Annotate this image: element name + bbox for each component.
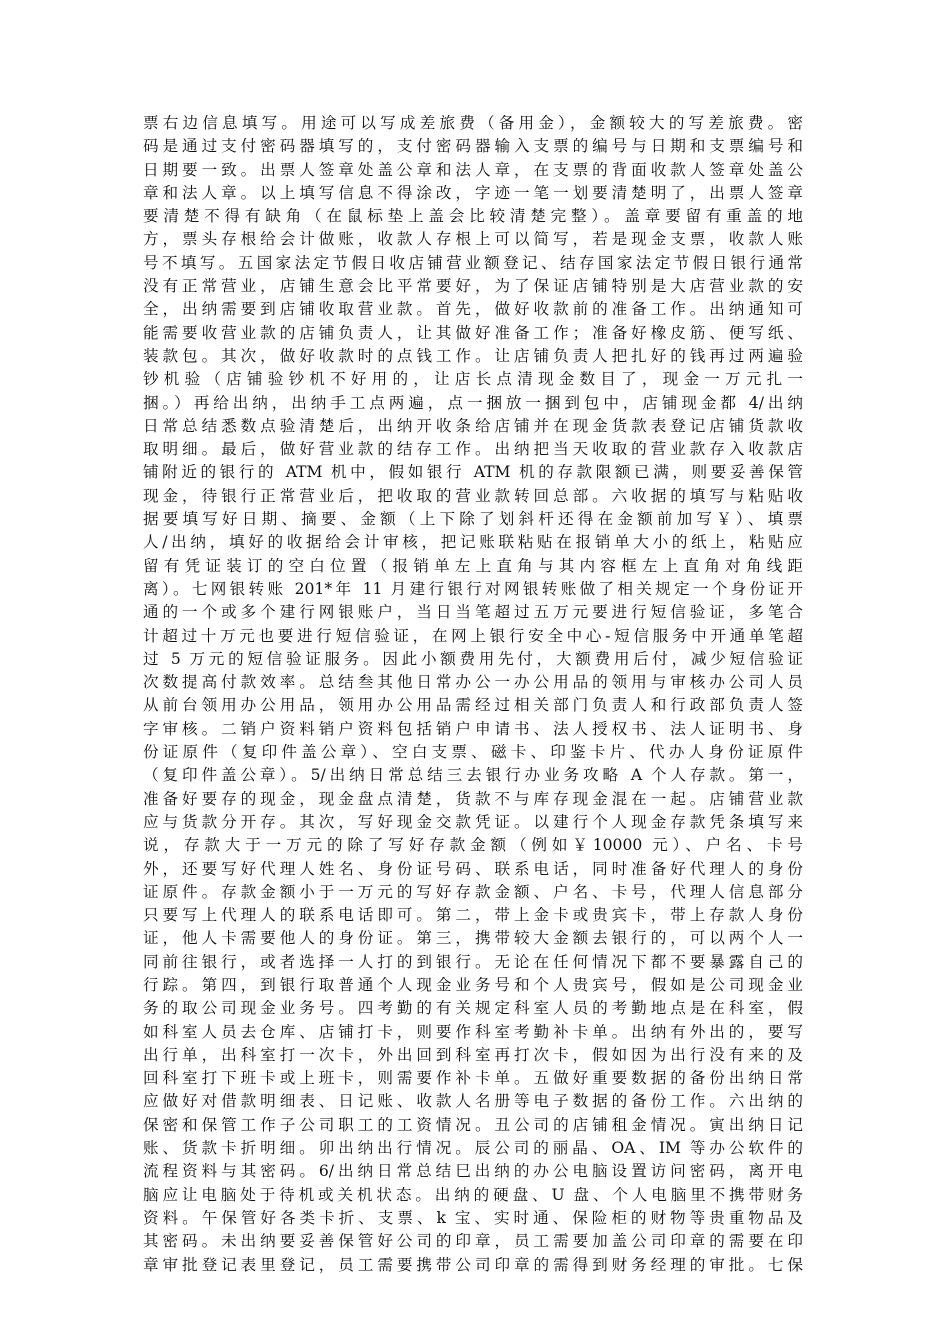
text-line: 只要写上代理人的联系电话即可。第二，带上金卡或贵宾卡，带上存款人身份 <box>143 906 803 925</box>
text-line: 份证原件（复印件盖公章）、空白支票、磁卡、印鉴卡片、代办人身份证原件 <box>143 743 803 762</box>
text-line: 字审核。二销户资料销户资料包括销户申请书、法人授权书、法人证明书、身 <box>143 719 803 738</box>
text-line: 章审批登记表里登记，员工需要携带公司印章的需得到财务经理的审批。七保 <box>143 1255 803 1274</box>
text-line: 能需要收营业款的店铺负责人，让其做好准备工作；准备好橡皮筋、便写纸、 <box>143 323 803 342</box>
text-line: 据要填写好日期、摘要、金额（上下除了划斜杆还得在金额前加写￥）、填票 <box>143 510 803 529</box>
text-line: 日常总结悉数点验清楚后，出纳开收条给店铺并在现金货款表登记店铺货款收 <box>143 416 803 435</box>
text-line: 票右边信息填写。用途可以写成差旅费（备用金），金额较大的写差旅费。密 <box>143 114 803 132</box>
text-line: 现金，待银行正常营业后，把收取的营业款转回总部。六收据的填写与粘贴收 <box>143 486 803 505</box>
text-line: 次数提高付款效率。总结叁其他日常办公一办公用品的领用与审核办公司人员 <box>143 673 803 692</box>
text-line: 应与货款分开存。其次，写好现金交款凭证。以建行个人现金存款凭条填写来 <box>143 812 803 831</box>
text-line: 证，他人卡需要他人的身份证。第三，携带较大金额去银行的，可以两个人一 <box>143 929 803 948</box>
text-line: 其密码。未出纳要妥善保管好公司的印章，员工需要加盖公司印章的需要在印 <box>143 1232 803 1251</box>
text-line: 铺附近的银行的 ATM 机中，假如银行 ATM 机的存款限额已满，则要妥善保管 <box>143 463 803 482</box>
text-line: 钞机验（店铺验钞机不好用的，让店长点清现金数目了，现金一万元扎一 <box>143 370 803 389</box>
text-line: 留有凭证装订的空白位置（报销单左上直角与其内容框左上直角对角线距 <box>143 556 803 575</box>
text-line: 没有正常营业，店铺生意会比平常要好，为了保证店铺特别是大店营业款的安 <box>143 277 803 296</box>
text-line: （复印件盖公章）。5/出纳日常总结三去银行办业务攻略 A 个人存款。第一， <box>143 766 803 785</box>
text-line: 流程资料与其密码。6/出纳日常总结巳出纳的办公电脑设置访问密码，离开电 <box>143 1162 803 1181</box>
text-line: 务的取公司现金业务号。四考勤的有关规定科室人员的考勤地点是在科室，假 <box>143 999 803 1018</box>
text-line: 方，票头存根给会计做账，收款人存根上可以简写，若是现金支票，收款人账 <box>143 230 803 249</box>
text-line: 回科室打下班卡或上班卡，则需要作补卡单。五做好重要数据的备份出纳日常 <box>143 1069 803 1088</box>
text-line: 准备好要存的现金，现金盘点清楚，货款不与库存现金混在一起。店铺营业款 <box>143 789 803 808</box>
text-line: 日期要一致。出票人签章处盖公章和法人章，在支票的背面收款人签章处盖公 <box>143 160 803 179</box>
text-line: 取明细。最后，做好营业款的结存工作。出纳把当天收取的营业款存入收款店 <box>143 440 803 459</box>
text-line: 行踪。第四，到银行取普通个人现金业务号和个人贵宾号，假如是公司现金业 <box>143 975 803 994</box>
text-line: 应做好对借款明细表、日记账、收款人名册等电子数据的备份工作。六出纳的 <box>143 1092 803 1111</box>
text-line: 人/出纳，填好的收据给会计审核，把记账联粘贴在报销单大小的纸上，粘贴应 <box>143 533 803 552</box>
text-line: 说，存款大于一万元的除了写好存款金额（例如￥10000 元）、户名、卡号 <box>143 836 803 855</box>
text-line: 通的一个或多个建行网银账户，当日当笔超过五万元要进行短信验证，多笔合 <box>143 603 803 622</box>
text-line: 过 5 万元的短信验证服务。因此小额费用先付，大额费用后付，减少短信验证 <box>143 649 803 668</box>
text-line: 计超过十万元也要进行短信验证，在网上银行安全中心-短信服务中开通单笔超 <box>143 626 803 645</box>
text-line: 装款包。其次，做好收款时的点钱工作。让店铺负责人把扎好的钱再过两遍验 <box>143 346 803 365</box>
text-line: 号不填写。五国家法定节假日收店铺营业额登记、结存国家法定节假日银行通常 <box>143 253 803 272</box>
text-line: 同前往银行，或者选择一人打的到银行。无论在任何情况下都不要暴露自己的 <box>143 952 803 971</box>
text-line: 要清楚不得有缺角（在鼠标垫上盖会比较清楚完整）。盖章要留有重盖的地 <box>143 207 803 226</box>
text-line: 捆。）再给出纳，出纳手工点两遍，点一捆放一捆到包中，店铺现金都 4/出纳 <box>143 393 803 412</box>
text-line: 资料。午保管好各类卡折、支票、k 宝、实时通、保险柜的财物等贵重物品及 <box>143 1208 803 1227</box>
text-line: 离）。七网银转账 201*年 11 月建行银行对网银转账做了相关规定一个身份证开 <box>143 579 803 598</box>
text-line: 脑应让电脑处于待机或关机状态。出纳的硬盘、U 盘、个人电脑里不携带财务 <box>143 1185 803 1204</box>
text-line: 章和法人章。以上填写信息不得涂改，字迹一笔一划要清楚明了，出票人签章 <box>143 183 803 202</box>
text-line: 码是通过支付密码器填写的，支付密码器输入支票的编号与日期和支票编号和 <box>143 137 803 156</box>
text-line: 证原件。存款金额小于一万元的写好存款金额、户名、卡号，代理人信息部分 <box>143 882 803 901</box>
text-line: 外，还要写好代理人姓名、身份证号码、联系电话，同时准备好代理人的身份 <box>143 859 803 878</box>
body-text <box>143 112 803 1277</box>
text-line: 账、货款卡折明细。卯出纳出行情况。辰公司的丽晶、OA、IM 等办公软件的 <box>143 1139 803 1158</box>
text-line: 保密和保管工作子公司职工的工资情况。丑公司的店铺租金情况。寅出纳日记 <box>143 1115 803 1134</box>
text-line: 从前台领用办公用品，领用办公用品需经过相关部门负责人和行政部负责人签 <box>143 696 803 715</box>
text-line: 出行单，出科室打一次卡，外出回到科室再打次卡，假如因为出行没有来的及 <box>143 1045 803 1064</box>
text-line: 如科室人员去仓库、店铺打卡，则要作科室考勤补卡单。出纳有外出的，要写 <box>143 1022 803 1041</box>
text-line: 全，出纳需要到店铺收取营业款。首先，做好收款前的准备工作。出纳通知可 <box>143 300 803 319</box>
